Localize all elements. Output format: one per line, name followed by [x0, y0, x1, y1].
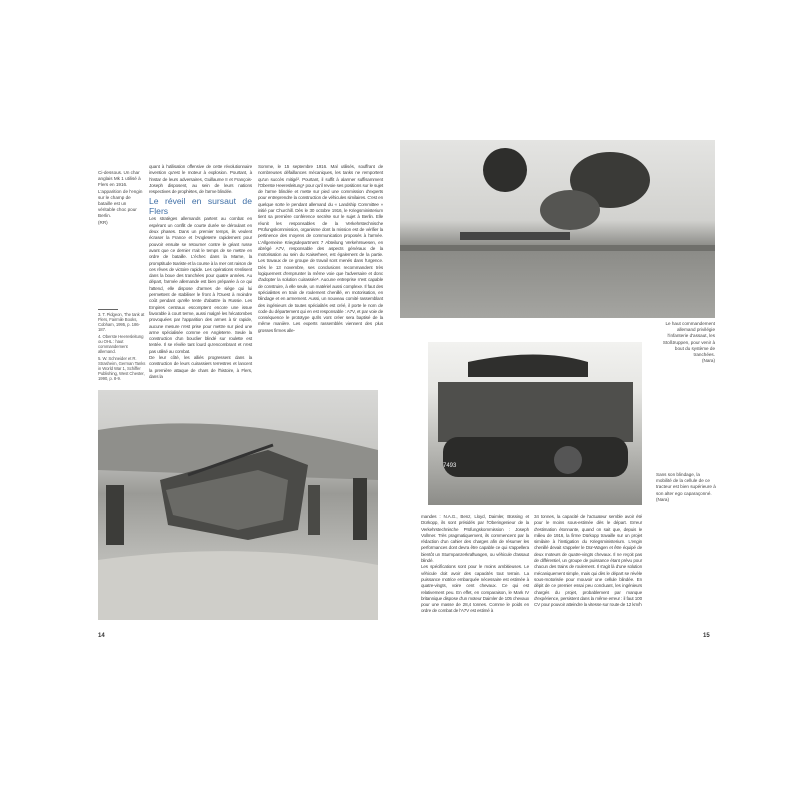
paragraph: Les spécifications sont pour le moins ambitieuses. Le véhicule doit avoir des capacités tout terrain. La puissance motrice embarquée nécessaire est estimée à quatre-vingts, voire cent chevaux. Ce qui est relativement peu. En effet, en comparaison, le Mark IV britannique dispose d'un moteur Daimler de 105 chevaux pour une masse de 28,4 tonnes. Comme le poids en ordre de combat de l'A7V est estimé à: [421, 564, 529, 614]
caption-text: Sans son blindage, la mobilité de la cellule de ce tracteur est bien supérieure à son alter ego caparaçonné.: [656, 472, 716, 496]
photo-caption: [655, 321, 715, 364]
column-1: [421, 514, 529, 615]
page-number: 15: [703, 633, 710, 639]
column-2: [149, 164, 252, 380]
footnotes: [98, 312, 146, 383]
caption-credit: (Nara): [701, 358, 715, 364]
paragraph: mandes : N.A.G., Benz, Lloyd, Daimler, Büssing et Dürkopp, ils sont présidés par l'Oberingenieur de la Verkehrstechnische Prüfungskommission : Joseph Vollmer. Très pragmatiquement, ils commencent par la rédaction d'un cahier des charges afin de résumer les performances dont devra être capable ce qui s'appellera bientôt un Sturmpanzerkraftwagen, ou véhicule d'assaut blindé.: [421, 514, 529, 564]
caption-text: Ci-dessous. Un char anglais Mk 1 utilisé à Flers en 1916. L'apparition de l'engin sur le champ de bataille est un véritable choc pour Berlin.: [98, 170, 143, 219]
caption-credit: (RR): [98, 219, 108, 225]
paragraph: quant à l'utilisation offensive de cette révolutionnaire invention qu'est le moteur à explosion. Pourtant, à l'instar de leurs adversaires, Guillaume II et François-Joseph disposent, au sein de leurs nations respectives de prophètes, de l'arme blindée.: [149, 164, 252, 195]
caption-credit: (Nara): [656, 496, 670, 502]
paragraph: De leur côté, les alliés progressent dans la construction de leurs cuirassiers terrestres et lancent la première attaque de chars de l'histoire, à Flers, dans la: [149, 355, 252, 379]
paragraph: 34 tonnes, la capacité de l'actuateur semble avoir été pour le moins sous-estimée dès le départ. Erreur d'estimation étonnante, quand on sait que, depuis le milieu de 1916, la firme Dürkopp travaille sur un projet similaire à l'instigation du Kriegsministerium. L'engin chenillé devait s'appeler le Dür-Wagen et être équipé de deux moteurs de quatre-vingts chevaux. Il ne reçoit pas de différentiel, un groupe de puissance étant prévu pour chacun des trains de roulement. Il s'agit là d'une solution mécaniquement simple, mais qui dès le départ se révèle sous-motorisée pour mouvoir une cellule blindée. En dépit de ce premier essai peu concluant, les ingénieurs chargés du projet, probablement par manque d'expérience, persistent dans la même erreur : il faut 100 CV pour pouvoir atteindre la vitesse sur route de 12 km/h: [534, 514, 642, 608]
footnote: 3. T. Pidgeon, The tank at Flers, Fairmile Books, Cobham, 1995, p. 186-187.: [98, 312, 145, 332]
section-heading: Le réveil en sursaut de Flers: [149, 196, 252, 217]
vehicle-number: 7493: [443, 463, 457, 469]
smoke-illustration: [400, 140, 715, 318]
tank-illustration: [98, 390, 378, 620]
tank-photo: [98, 390, 378, 620]
paragraph: Les stratèges allemands partent au combat en espérant un conflit de courte durée se déroulant en deux phases. Dans un premier temps, ils veulent écraser la France et l'Angleterre rapidement pour pouvoir ensuite se retourner contre le géant russe avant que ce dernier n'ait le temps de se mettre en ordre de bataille. L'échec dans la Marne, la promptitude tsariste et la course à la mer ont raison de ces rêves de victoire rapide. Les opérations s'enlisent dans la boue des tranchées pour quatre années. Au départ, l'armée allemande est bien préparée à ce qui l'attend, elle dispose d'armes de siège qui lui permettent de stabiliser le front à l'Ouest à moindre coût pendant qu'elle tente d'abattre la Russie. Les Empires centraux escomptent encore une issue favorable à court terme, aussi malgré les hécatombes provoquées par l'apparition des armes à tir rapide, aucune mesure n'est prise pour mettre sur pied une arme spécialisée comme en Angleterre. Seule la construction d'un bouclier blindé sur roulette est tentée. Il se révèle tant lourd qu'encombrant et n'est pas utilisé au combat.: [149, 216, 252, 354]
caption-text: Le haut commandement allemand privilégie l'infanterie d'assaut, les Stoßtruppen, pour venir à bout du système de tranchées.: [662, 321, 715, 358]
tractor-illustration: [428, 342, 642, 505]
footnote: 5. W. Schneider et R. Strasheim, German Tanks in World War 1, Schiffer Publishing, West Chester, 1990, p. 8-9.: [98, 356, 146, 381]
column-2: [534, 514, 642, 608]
paragraph: Somme, le 15 septembre 1916. Mal utilisés, souffrant de nombreuses défaillances mécaniques, les tanks ne remportent qu'un succès mitigé³. Pourtant, il suffit à alarmer suffisamment l'Oberste Heeresleitung⁴ pour qu'il revoie ses positions sur le sujet de l'arme blindée et mette sur pied une commission d'experts pour entreprendre la construction de véhicules similaires. C'est en quelque sorte le pendant allemand du « Landship Committee » initié par Churchill. Dès le 30 octobre 1916, le Kriegsministerium tient sa première conférence secrète sur le sujet à Berlin. Elle réunit les responsables de la Verkehrstechnische Prüfungskommission, organisme dont la mission est de vérifier la pertinence des moyens de communication proposés à l'armée. L'Allgemeine Kriegsdepartment 7 Abteilung Verkehrswesen, en abrégé A7V, responsable des aspects généraux de la motorisation au sein du Kaiserheer, est également de la partie. Les travaux de ce groupe de travail sont menés dans l'urgence. Dès le 13 novembre, ses conclusions recommandent très logiquement d'emprunter la même voie que l'adversaire et donc d'adopter la solution cuirassée⁵. Aucune entreprise n'est capable de construire, à elle seule, un matériel aussi complexe. Il faut des spécialistes en train de roulement chenillé, en motorisation, en blindage et en armement. Aussi, un nouveau comité rassemblant des ingénieurs de toutes spécialités est créé, il porte le nom de code du département qui en est responsable : A7V, et par voie de conséquence le prototype qu'ils vont créer sera baptisé de la même manière. Les experts rassemblés viennent des plus grosses firmes alle-: [258, 164, 383, 333]
tractor-photo: [428, 342, 642, 505]
photo-caption: [656, 472, 716, 503]
footnote: 4. Oberste Heeresleitung ou OHL : haut commandement allemand.: [98, 334, 144, 354]
battlefield-photo: [400, 140, 715, 318]
column-3: [258, 164, 383, 334]
page-number: 14: [98, 633, 105, 639]
footnote-divider: [98, 309, 118, 310]
photo-caption: [98, 170, 143, 226]
